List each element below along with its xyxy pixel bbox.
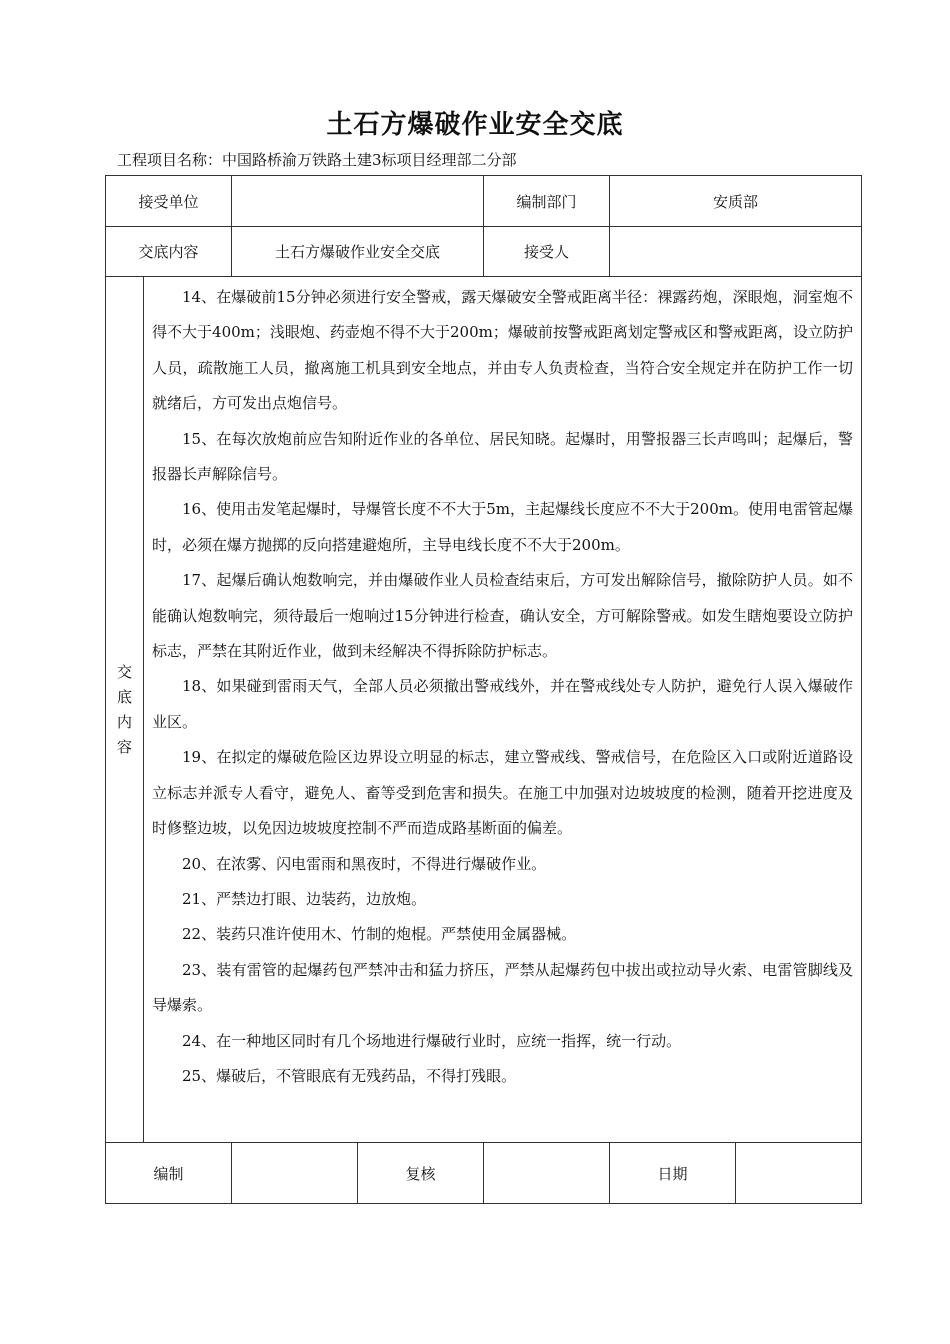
handover-table <box>105 175 862 1204</box>
compile-dept-label: 编制部门 <box>484 176 610 227</box>
clause-16: 16、使用击发笔起爆时，导爆管长度不不大于5m，主起爆线长度应不不大于200m。使用电雷管起爆时，必须在爆方抛掷的反向搭建避炮所，主导电线长度不不大于200m。 <box>152 500 854 554</box>
content-value: 土石方爆破作业安全交底 <box>232 227 484 277</box>
review-label: 复核 <box>358 1143 484 1204</box>
clause-21: 21、严禁边打眼、边装药，边放炮。 <box>182 889 427 908</box>
clause-23: 23、装有雷管的起爆药包严禁冲击和猛力挤压，严禁从起爆药包中拔出或拉动导火索、电雷管脚线及导爆索。 <box>152 960 854 1015</box>
clause-22: 22、装药只准许使用木、竹制的炮棍。严禁使用金属器械。 <box>182 925 577 944</box>
content-label: 交底内容 <box>106 227 232 277</box>
project-name-line: 工程项目名称：中国路桥渝万铁路土建3标项目经理部二分部 <box>117 151 517 169</box>
compile-label: 编制 <box>106 1143 232 1204</box>
receiver-unit-label: 接受单位 <box>106 176 232 227</box>
date-value <box>736 1143 862 1204</box>
date-label: 日期 <box>610 1143 736 1204</box>
compile-value <box>232 1143 358 1204</box>
clause-19: 19、在拟定的爆破危险区边界设立明显的标志，建立警戒线、警戒信号，在危险区入口或附近道路设立标志并派专人看守，避免人、畜等受到危害和损失。在施工中加强对边坡坡度的检测，随着开挖进度及时修整边坡，以免因边坡坡度控制不严而造成路基断面的偏差。 <box>152 748 854 838</box>
content-side-label-cell <box>106 277 144 1143</box>
content-body <box>144 277 862 1143</box>
clause-15: 15、在每次放炮前应告知附近作业的各单位、居民知晓。起爆时，用警报器三长声鸣叫；起爆后，警报器长声解除信号。 <box>152 429 854 484</box>
clause-24: 24、在一种地区同时有几个场地进行爆破行业时，应统一指挥，统一行动。 <box>182 1031 682 1050</box>
receiver-unit-value <box>232 176 484 227</box>
receiver-value <box>610 227 862 277</box>
receiver-label: 接受人 <box>484 227 610 277</box>
content-side-label: 交底内容 <box>116 662 132 756</box>
clause-17: 17、起爆后确认炮数响完，并由爆破作业人员检查结束后，方可发出解除信号，撤除防护人员。如不能确认炮数响完，须待最后一炮响过15分钟进行检查，确认安全，方可解除警戒。如发生瞎炮要设立防护标志，严禁在其附近作业，做到未经解决不得拆除防护标志。 <box>152 571 854 661</box>
clause-25: 25、爆破后，不管眼底有无残药品，不得打残眼。 <box>182 1066 517 1085</box>
compile-dept-value: 安质部 <box>610 176 862 227</box>
clause-20: 20、在浓雾、闪电雷雨和黑夜时，不得进行爆破作业。 <box>182 854 547 873</box>
clause-14: 14、在爆破前15分钟必须进行安全警戒，露天爆破安全警戒距离半径：裸露药炮，深眼炮，洞室炮不得不大于400m；浅眼炮、药壶炮不得不大于200m；爆破前按警戒距离划定警戒区和警戒距离，设立防护人员，疏散施工人员，撤离施工机具到安全地点，并由专人负责检查，当符合安全规定并在防护工作一切就绪后，方可发出点炮信号。 <box>152 288 854 413</box>
document-title: 土石方爆破作业安全交底 <box>326 110 624 140</box>
clause-18: 18、如果碰到雷雨天气，全部人员必须撤出警戒线外，并在警戒线处专人防护，避免行人误入爆破作业区。 <box>152 677 854 731</box>
review-value <box>484 1143 610 1204</box>
